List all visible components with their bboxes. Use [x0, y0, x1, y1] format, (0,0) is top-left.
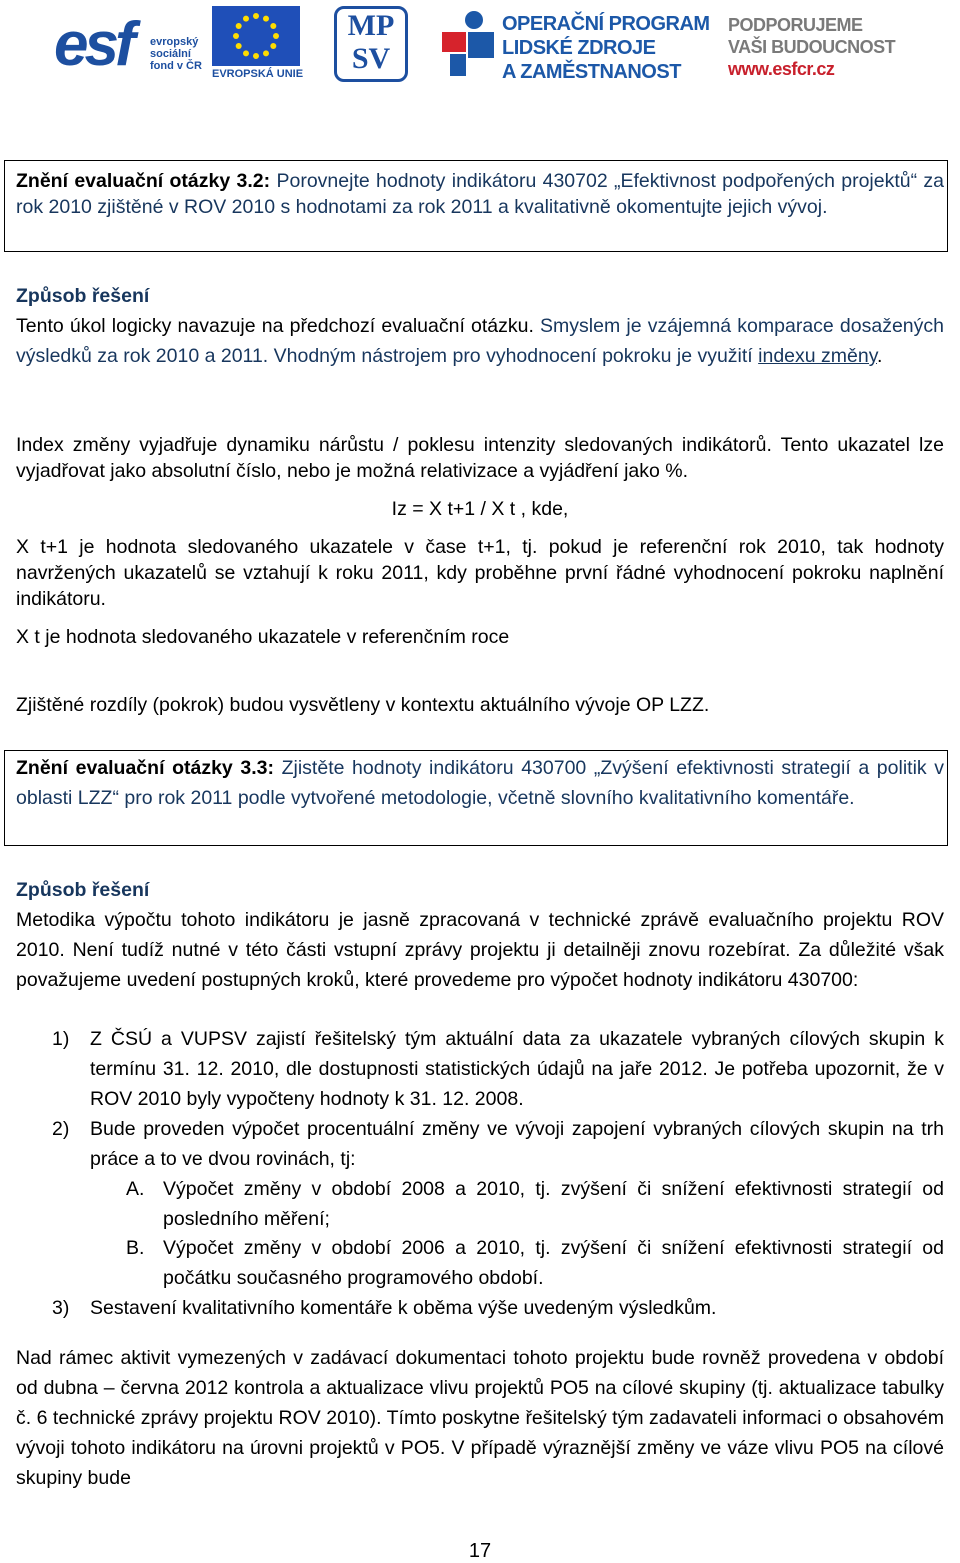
mpsv-logo-top: MP	[347, 9, 395, 42]
eu-flag-icon	[212, 6, 300, 66]
section-1-paragraph-5: Zjištěné rozdíly (pokrok) budou vysvětleny v kontextu aktuálního vývoje OP LZZ.	[16, 694, 710, 716]
eu-star-icon	[270, 43, 276, 49]
section-1-paragraph-3: X t+1 je hodnota sledovaného ukazatele v čase t+1, tj. pokud je referenční rok 2010, tak hodnoty navržených ukazatelů se vztahují k roku 2011, kdy proběhne první řádné vyhodnocení pokroku naplnění indikátoru.	[16, 536, 944, 610]
eu-star-icon	[243, 50, 249, 56]
esf-logo	[54, 6, 204, 84]
esf-logo-letters: esf	[54, 10, 132, 79]
list-item-1: Z ČSÚ a VUPSV zajistí řešitelský tým aktuální data za ukazatele vybraných cílových skupin k termínu 31. 12. 2010, dle dostupnosti statistických údajů na jaře 2012. Je potřeba upozornit, že v ROV 2010 byly vypočteny hodnoty k 31. 12. 2008.	[90, 1028, 944, 1110]
oplz-logo	[440, 6, 710, 86]
list-marker-3: 3)	[52, 1297, 70, 1319]
eu-star-icon	[236, 43, 242, 49]
esfcr-slogan-logo: PODPORUJEME VAŠI BUDOUCNOST www.esfcr.cz	[728, 15, 896, 79]
mpsv-logo	[334, 6, 410, 84]
eu-star-icon	[263, 50, 269, 56]
oplz-logo-text: OPERAČNÍ PROGRAM LIDSKÉ ZDROJE A ZAMĚSTNANOST	[502, 13, 710, 83]
section-1-paragraph-4: X t je hodnota sledovaného ukazatele v referenčním roce	[16, 626, 510, 648]
eu-star-icon	[253, 13, 259, 19]
section-2-paragraph-2: Nad rámec aktivit vymezených v zadávací dokumentaci tohoto projektu bude rovněž provedena v období od dubna – června 2012 kontrola a aktualizace vlivu projektů PO5 na cílové skupiny (tj. aktualizace tabulky č. 6 technické zprávy projektu ROV 2010). Tímto poskytne řešitelský tým zadavateli informaci o obsahovém vývoji tohoto indikátoru na úrovni projektů v PO5. V případě výraznější změny ve váze vlivu PO5 na cílové skupiny bude	[16, 1347, 944, 1489]
section-heading-1: Způsob řešení	[16, 285, 150, 307]
eu-star-icon	[273, 33, 279, 39]
list-item-2: Bude proveden výpočet procentuální změny ve vývoji zapojení vybraných cílových skupin na trh práce a to ve dvou rovinách, tj:	[90, 1118, 944, 1170]
mpsv-logo-bottom: SV	[351, 42, 391, 75]
oplz-figure-icon	[440, 10, 496, 78]
formula: Iz = X t+1 / X t , kde,	[391, 498, 569, 520]
section-1-paragraph-1: Tento úkol logicky navazuje na předchozí evaluační otázku. Smyslem je vzájemná komparace dosažených výsledků za rok 2010 a 2011. Vhodným nástrojem pro vyhodnocení pokroku je využití indexu změny.	[16, 315, 944, 367]
eu-star-icon	[233, 33, 239, 39]
header-logos	[50, 6, 910, 88]
question-3-2-text: Znění evaluační otázky 3.2: Porovnejte hodnoty indikátoru 430702 „Efektivnost podpořených projektů“ za rok 2010 zjištěné v ROV 2010 s hodnotami za rok 2011 a kvalitativně okomentujte jejich vývoj.	[16, 170, 945, 218]
list-item-3: Sestavení kvalitativního komentáře k oběma výše uvedeným výsledkům.	[90, 1297, 717, 1319]
sublist-item-a: Výpočet změny v období 2008 a 2010, tj. zvýšení či snížení efektivnosti strategií od posledního měření;	[163, 1178, 944, 1230]
list-marker-2: 2)	[52, 1118, 70, 1140]
section-2-paragraph-1: Metodika výpočtu tohoto indikátoru je jasně zpracovaná v technické zprávě evaluačního projektu ROV 2010. Není tudíž nutné v této části vstupní zprávy projektu ji detailněji znovu rozebírat. Za důležité však považujeme uvedení postupných kroků, které provedeme pro výpočet hodnoty indikátoru 430700:	[16, 909, 944, 991]
sublist-item-b: Výpočet změny v období 2006 a 2010, tj. zvýšení či snížení efektivnosti strategií od počátku současného programového období.	[163, 1237, 944, 1289]
eu-star-icon	[263, 16, 269, 22]
eu-star-icon	[236, 23, 242, 29]
page-number: 17	[468, 1540, 492, 1562]
eu-caption: EVROPSKÁ UNIE	[212, 68, 304, 80]
question-3-3-text: Znění evaluační otázky 3.3: Zjistěte hodnoty indikátoru 430700 „Zvýšení efektivnosti strategií a politik v oblasti LZZ“ pro rok 2011 podle vytvořené metodologie, včetně slovního kvalitativního komentáře.	[16, 757, 945, 809]
section-1-paragraph-2: Index změny vyjadřuje dynamiku nárůstu / poklesu intenzity sledovaných indikátorů. Tento ukazatel lze vyjadřovat jako absolutní číslo, nebo je možná relativizace a vyjádření jako %.	[16, 434, 944, 482]
esf-logo-caption: evropský sociální fond v ČR	[150, 36, 202, 72]
esfcr-url: www.esfcr.cz	[728, 59, 835, 79]
eu-star-icon	[243, 16, 249, 22]
eu-star-icon	[253, 53, 259, 59]
list-marker-1: 1)	[52, 1028, 70, 1050]
index-zmeny-link: indexu změny	[758, 345, 878, 367]
sublist-marker-b: B.	[126, 1237, 145, 1259]
section-heading-2: Způsob řešení	[16, 879, 150, 901]
eu-star-icon	[270, 23, 276, 29]
eu-logo	[210, 6, 304, 86]
sublist-marker-a: A.	[126, 1178, 145, 1200]
